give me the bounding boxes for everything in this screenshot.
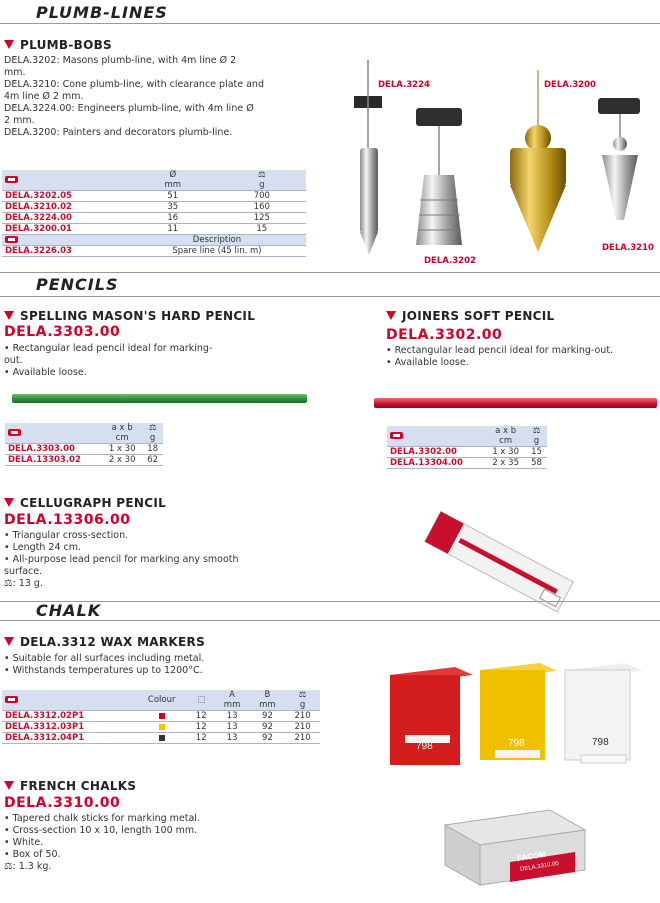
subtitle-masons-pencil	[4, 309, 255, 323]
plumb-bobs-image	[340, 60, 660, 270]
cell: 210	[294, 711, 311, 721]
cell: 58	[531, 458, 542, 468]
facom-logo-icon	[2, 690, 135, 711]
cell: 2 x 30	[108, 455, 136, 465]
table-header-row	[2, 170, 306, 180]
desc-line: • All-purpose lead pencil for marking any smooth	[4, 554, 239, 565]
cell: Spare line (45 lin. m)	[172, 246, 262, 256]
table-header-row	[5, 423, 163, 433]
triangle-bullet-icon	[386, 311, 396, 320]
section-divider	[0, 23, 660, 24]
subtitle-text: SPELLING MASON'S HARD PENCIL	[20, 309, 256, 323]
cell: 62	[147, 455, 159, 465]
unit-g: g	[299, 700, 306, 710]
col-header-weight: ⚖	[532, 426, 541, 436]
facom-logo-icon	[2, 170, 128, 191]
subtitle-joiners-pencil	[386, 309, 555, 323]
cell: 210	[294, 722, 311, 732]
section-divider	[0, 296, 660, 297]
desc-line: DELA.3224.00: Engineers plumb-line, with 4m line Ø	[4, 103, 254, 114]
desc-line: • Cross-section 10 x 10, length 100 mm.	[4, 825, 198, 836]
cell: 125	[253, 213, 270, 223]
french-chalks-description	[4, 813, 284, 873]
col-header-size: a x b	[495, 426, 517, 436]
product-ref: DELA.3226.03	[5, 246, 72, 256]
wax-markers-image	[385, 655, 655, 780]
wax-markers-description	[4, 653, 284, 677]
label-dela-3224: DELA.3224	[378, 80, 430, 90]
desc-line: DELA.3200: Painters and decorators plumb-line.	[4, 127, 233, 138]
product-ref: DELA.13304.00	[390, 458, 463, 468]
col-header-size: a x b	[111, 423, 133, 433]
cell: 15	[531, 447, 542, 457]
product-ref: DELA.3210.02	[5, 202, 72, 212]
cell: 13	[226, 711, 238, 721]
desc-line: mm.	[4, 67, 26, 78]
cell: 700	[253, 191, 270, 201]
table-row	[387, 447, 547, 458]
cell: 92	[262, 711, 273, 721]
desc-line: 2 mm.	[4, 115, 35, 126]
desc-line: • White.	[4, 837, 44, 848]
unit-mm: mm	[223, 700, 241, 710]
desc-line: out.	[4, 355, 23, 366]
cell: 15	[256, 224, 268, 234]
label-dela-3210: DELA.3210	[602, 243, 654, 253]
col-header-b: B	[264, 690, 271, 700]
desc-line: • Box of 50.	[4, 849, 61, 860]
section-divider	[0, 272, 660, 273]
unit-mm: mm	[164, 180, 182, 190]
desc-line: • Tapered chalk sticks for marking metal.	[4, 813, 200, 824]
box-quantity-icon: ⬚	[197, 695, 206, 705]
desc-line: • Available loose.	[4, 367, 87, 378]
product-ref-3302: DELA.3302.00	[386, 327, 503, 343]
cell: 13	[226, 733, 238, 743]
cell: 92	[262, 722, 273, 732]
col-header-a: A	[229, 690, 235, 700]
col-header-diameter: Ø	[169, 170, 177, 180]
desc-line: • Triangular cross-section.	[4, 530, 129, 541]
section-divider	[0, 620, 660, 621]
table-row	[2, 202, 306, 213]
unit-mm: mm	[259, 700, 276, 710]
col-header-weight: ⚖	[148, 423, 157, 433]
table-row	[5, 444, 163, 455]
cell: 92	[262, 733, 273, 743]
product-ref: DELA.13303.02	[8, 455, 81, 465]
table-row	[2, 224, 306, 235]
subtitle-text: PLUMB-BOBS	[20, 38, 112, 52]
triangle-bullet-icon	[4, 781, 14, 790]
table-row	[2, 711, 320, 722]
product-ref: DELA.3224.00	[5, 213, 72, 223]
desc-line: ⚖: 13 g.	[4, 578, 43, 589]
desc-line: • Available loose.	[386, 357, 469, 368]
desc-line: 4m line Ø 2 mm.	[4, 91, 84, 102]
facom-logo-icon	[387, 426, 485, 447]
facom-box-label: FACOM	[516, 849, 547, 864]
black-swatch	[159, 735, 165, 741]
plumb-bobs-description	[4, 55, 264, 139]
table-row	[5, 455, 163, 466]
joiners-pencil-description	[386, 345, 656, 369]
subtitle-text: DELA.3312 WAX MARKERS	[20, 635, 206, 649]
subtitle-cellugraph	[4, 496, 166, 510]
red-pencil-image	[374, 398, 657, 408]
colour-swatch	[135, 722, 188, 733]
product-ref: DELA.3200.01	[5, 224, 72, 234]
desc-line: surface.	[4, 566, 43, 577]
table-header-row	[387, 426, 547, 436]
triangle-bullet-icon	[4, 637, 14, 646]
table-row	[2, 722, 320, 733]
subtitle-text: JOINERS SOFT PENCIL	[402, 309, 555, 323]
wax-markers-table	[2, 690, 320, 744]
table-header-row	[2, 690, 320, 700]
desc-line: • Suitable for all surfaces including metal.	[4, 653, 205, 664]
masons-pencil-table	[5, 423, 163, 466]
desc-line: • Withstands temperatures up to 1200°C.	[4, 665, 203, 676]
cell: 18	[147, 444, 159, 454]
product-ref-3303: DELA.3303.00	[4, 324, 121, 340]
table-row	[2, 246, 306, 257]
product-ref: DELA.3312.02P1	[5, 711, 85, 721]
french-chalks-box-image	[440, 800, 590, 890]
label-dela-3200: DELA.3200	[544, 80, 596, 90]
subtitle-text: FRENCH CHALKS	[20, 779, 137, 793]
desc-line: ⚖: 1.3 kg.	[4, 861, 52, 872]
cell: 51	[167, 191, 179, 201]
unit-g: g	[533, 436, 540, 446]
cell: 2 x 35	[492, 458, 519, 468]
cell: 160	[253, 202, 270, 212]
table-row	[2, 733, 320, 744]
col-header-weight: ⚖	[258, 170, 266, 180]
cell: 12	[195, 711, 207, 721]
section-title-pencils: PENCILS	[36, 275, 119, 294]
unit-g: g	[259, 180, 265, 190]
product-ref-3310: DELA.3310.00	[4, 795, 121, 811]
table-row	[2, 191, 306, 202]
section-title-chalk: CHALK	[36, 601, 102, 620]
unit-cm: cm	[499, 436, 513, 446]
section-title-plumb-lines: PLUMB-LINES	[36, 3, 168, 22]
product-ref: DELA.3202.05	[5, 191, 72, 201]
masons-pencil-description	[4, 343, 234, 379]
cell: 210	[294, 733, 311, 743]
triangle-bullet-icon	[4, 498, 14, 507]
cellugraph-pack-image	[415, 505, 585, 615]
cellugraph-description	[4, 530, 274, 590]
triangle-bullet-icon	[4, 311, 14, 320]
box-number-yellow: 798	[508, 738, 525, 749]
subtitle-text: CELLUGRAPH PENCIL	[20, 496, 167, 510]
desc-line: DELA.3210: Cone plumb-line, with clearance plate and	[4, 79, 264, 90]
cell: 11	[167, 224, 179, 234]
facom-logo-icon	[2, 235, 128, 246]
unit-cm: cm	[115, 433, 129, 443]
cell: 12	[195, 733, 207, 743]
facom-logo-icon	[5, 423, 102, 444]
colour-swatch	[135, 711, 188, 722]
col-header-weight: ⚖	[298, 690, 307, 700]
desc-line: • Rectangular lead pencil ideal for marking-	[4, 343, 213, 354]
subtitle-plumb-bobs	[4, 38, 112, 52]
table-header-row	[2, 235, 306, 246]
table-row	[387, 458, 547, 469]
colour-swatch	[135, 733, 188, 744]
desc-line: • Rectangular lead pencil ideal for marking-out.	[386, 345, 614, 356]
cell: 12	[195, 722, 207, 732]
box-number-red: 798	[416, 741, 433, 752]
cell: 16	[167, 213, 179, 223]
cell: 1 x 30	[108, 444, 136, 454]
red-swatch	[159, 713, 165, 719]
desc-line: • Length 24 cm.	[4, 542, 82, 553]
cell: 35	[167, 202, 179, 212]
yellow-swatch	[159, 724, 165, 730]
green-pencil-image	[12, 394, 307, 403]
triangle-bullet-icon	[4, 40, 14, 49]
box-number-white: 798	[592, 737, 609, 748]
cell: 1 x 30	[492, 447, 519, 457]
subtitle-french-chalks	[4, 779, 136, 793]
product-ref: DELA.3303.00	[8, 444, 75, 454]
plumb-bobs-table	[2, 170, 306, 257]
product-ref: DELA.3302.00	[390, 447, 457, 457]
desc-line: DELA.3202: Masons plumb-line, with 4m line Ø 2	[4, 55, 237, 66]
cell: 13	[226, 722, 238, 732]
product-ref: DELA.3312.04P1	[5, 733, 85, 743]
unit-g: g	[149, 433, 156, 443]
product-ref-13306: DELA.13306.00	[4, 512, 131, 528]
product-ref: DELA.3312.03P1	[5, 722, 85, 732]
joiners-pencil-table	[387, 426, 547, 469]
col-header-description: Description	[192, 235, 242, 245]
table-row	[2, 213, 306, 224]
box-ref-label: DELA.3310.00	[519, 860, 560, 874]
subtitle-wax-markers	[4, 635, 205, 649]
label-dela-3202: DELA.3202	[424, 256, 476, 266]
col-header-colour: Colour	[147, 695, 176, 705]
